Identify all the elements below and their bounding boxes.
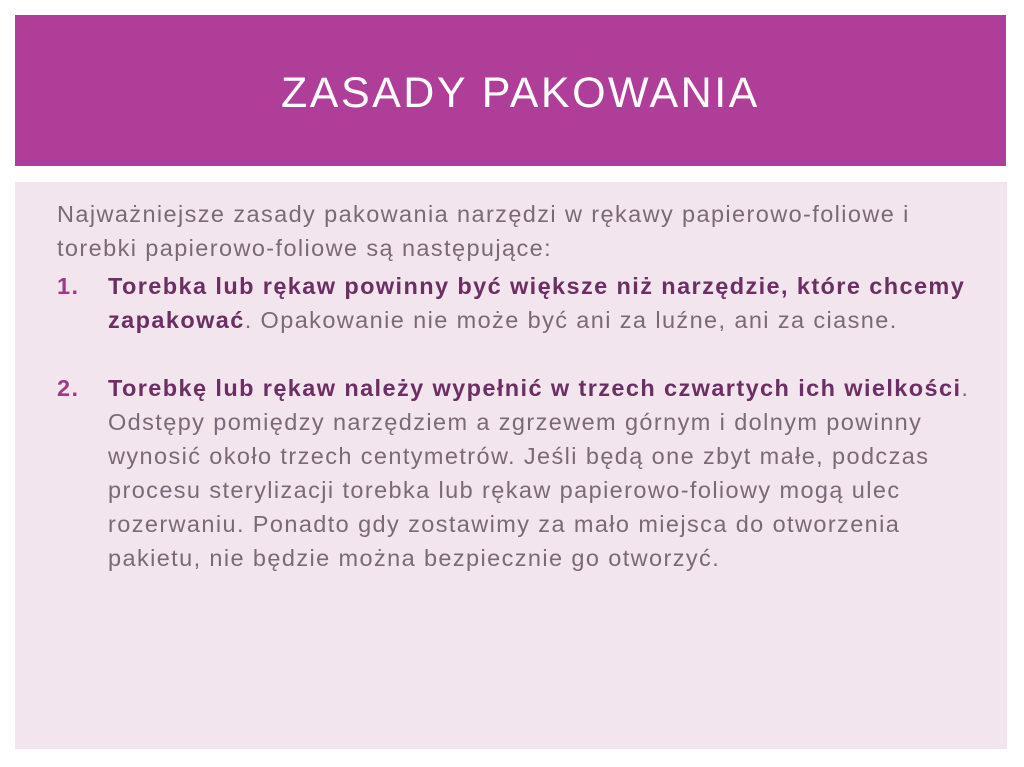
rule-item bbox=[57, 269, 977, 337]
rules-list bbox=[57, 269, 977, 575]
rule-number: 2. bbox=[57, 375, 80, 401]
rule-item bbox=[57, 371, 977, 575]
rule-text: . Odstępy pomiędzy narzędziem a zgrzewem górnym i dolnym powinny wynosić około trzech centymetrów. Jeśli będą one zbyt małe, podczas procesu sterylizacji torebka lub rękaw papierowo-foliowy mogą ulec rozerwaniu. Ponadto gdy zostawimy za mało miejsca do otworzenia pakietu, nie będzie można bezpiecznie go otworzyć. bbox=[108, 375, 970, 571]
rule-number: 1. bbox=[57, 273, 80, 299]
rule-lead: Torebka lub rękaw powinny być większe niż narzędzie, które chcemy zapakować bbox=[108, 273, 966, 333]
intro-text: Najważniejsze zasady pakowania narzędzi w rękawy papierowo-foliowe i torebki papierowo-foliowe są następujące: bbox=[57, 201, 910, 261]
rule-text: . Opakowanie nie może być ani za luźne, ani za ciasne. bbox=[244, 307, 898, 333]
rule-lead: Torebkę lub rękaw należy wypełnić w trzech czwartych ich wielkości bbox=[108, 375, 962, 401]
slide-content bbox=[57, 197, 977, 575]
slide-title: ZASADY PAKOWANIA bbox=[281, 69, 760, 117]
